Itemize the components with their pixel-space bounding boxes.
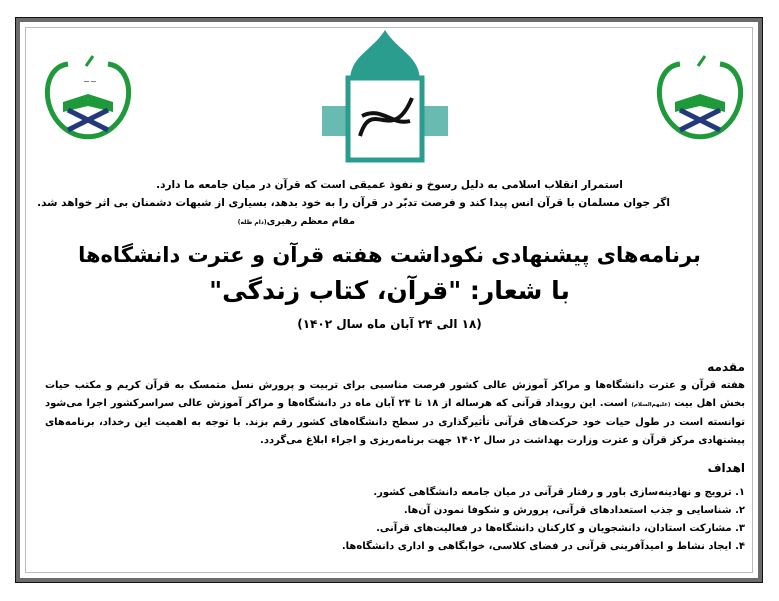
honorific: (علیهم‌السلام) — [631, 402, 671, 408]
leader-quote-line-1: استمرار انقلاب اسلامی به دلیل رسوخ و نفوذ عمیقی است که قرآن در میان جامعه ما دارد. — [156, 179, 623, 191]
ministry-quran-logo-left — [38, 52, 138, 142]
goal-item: ۲. شناسایی و جذب استعدادهای قرآنی، پرورش و شکوفا نمودن آن‌ها. — [403, 505, 745, 516]
goal-item: ۴. ایجاد نشاط و امیدآفرینی قرآنی در فضای کلاسی، خوابگاهی و اداری دانشگاه‌ها. — [341, 541, 745, 552]
goal-item: ۱. ترویج و نهادینه‌سازی باور و رفتار قرآنی در میان جامعه دانشگاهی کشور. — [373, 487, 745, 498]
svg-text:~~: ~~ — [83, 77, 97, 86]
leader-quote-line-2: اگر جوان مسلمان با قرآن انس پیدا کند و فرصت تدبّر در قرآن را به خود بدهد، بسیاری از شبهات دشمنان بی اثر خواهد شد. — [37, 197, 670, 209]
intro-text-b: است. این رویداد قرآنی که هرساله از ۱۸ تا ۲۴ آبان ماه در دانشگاه‌ها و مراکز آموزش عالی سراسرکشور اجرا می‌شود توانسته است در طول حیات خود حرکت‌های قرآنی تأثیرگذاری در سطح دانشگاه‌های کشور رقم بزند. با توجه به اهمیت این رخداد، برنامه‌های پیشنهادی مرکز قرآن و عترت وزارت بهداشت در سال ۱۴۰۲ جهت برنامه‌ریزی و اجراء ابلاغ می‌گردد. — [45, 398, 745, 446]
goal-item: ۳. مشارکت استادان، دانشجویان و کارکنان دانشگاه‌ها در فعالیت‌های قرآنی. — [376, 523, 745, 534]
ministry-quran-logo-right — [650, 52, 750, 142]
attribution-honorific: (دام ظله) — [237, 219, 267, 226]
goals-list — [342, 484, 745, 556]
goals-heading: اهداف — [707, 461, 745, 475]
attribution-name: مقام معظم رهبری — [266, 216, 355, 227]
intro-paragraph — [45, 377, 745, 450]
quote-attribution — [230, 216, 355, 227]
quran-week-emblem — [322, 26, 448, 166]
intro-text-a: هفته قرآن و عترت دانشگاه‌ها و مراکز آموزش عالی کشور فرصت مناسبی برای تربیت و پرورش نسل متمسک به قرآن کریم و مکتب حیات بخش اهل بیت — [45, 380, 745, 409]
slogan: با شعار: "قرآن، کتاب زندگی" — [209, 276, 570, 305]
intro-heading: مقدمه — [707, 360, 745, 374]
document-title: برنامه‌های پیشنهادی نکوداشت هفته قرآن و عترت دانشگاه‌ها — [78, 243, 701, 267]
date-range: (۱۸ الی ۲۴ آبان ماه سال ۱۴۰۲) — [297, 317, 482, 331]
